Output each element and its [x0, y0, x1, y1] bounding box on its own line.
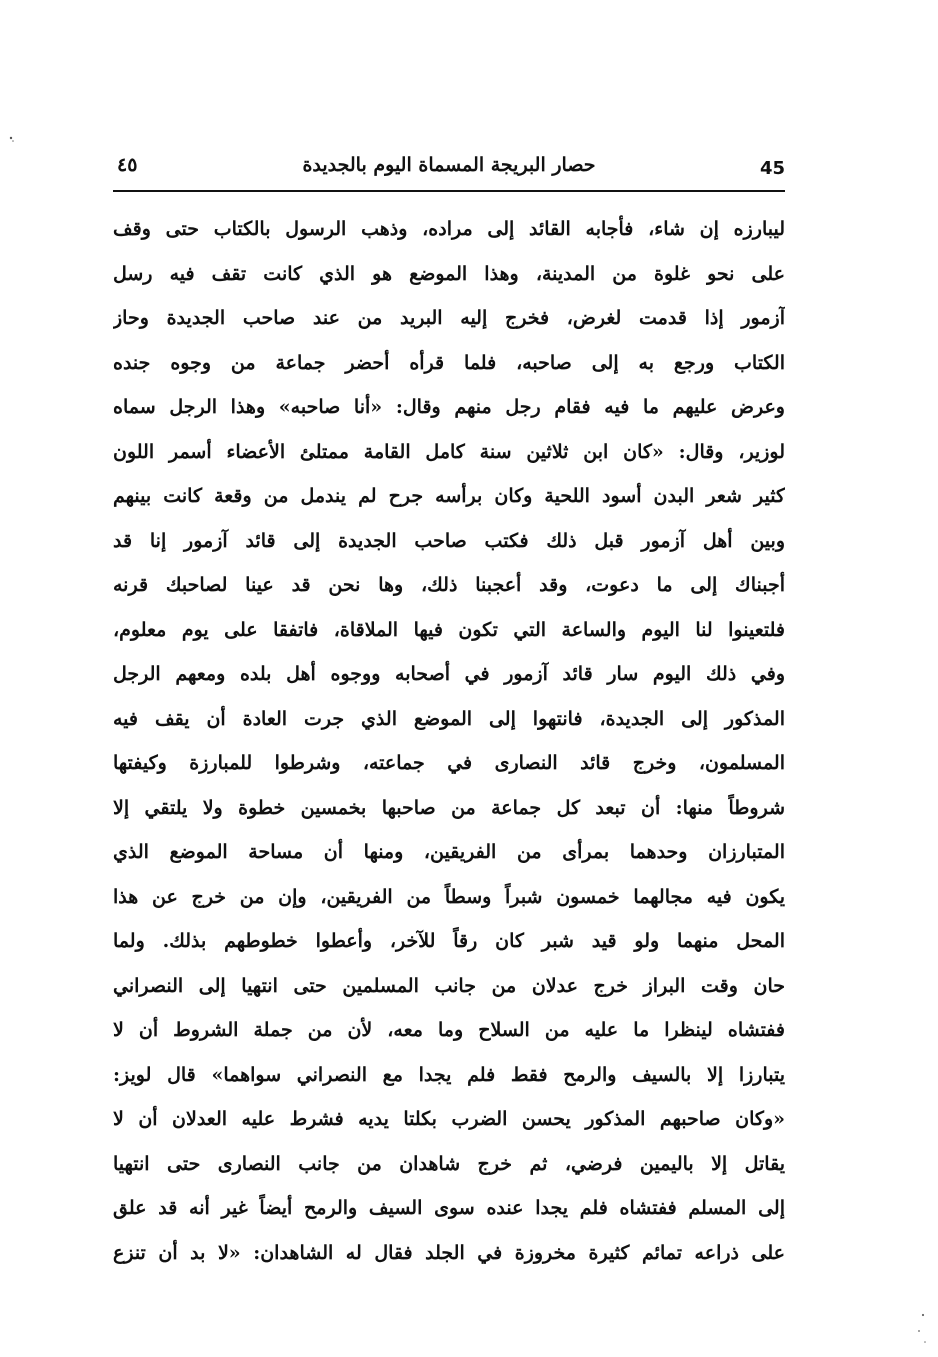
text-line: كثير شعر البدن أسود اللحية وكان برأسه جرح لم يندمل من وقعة كانت بينهم [113, 485, 785, 507]
scan-speck [10, 137, 12, 139]
text-line: لوزير، وقال: «كان ابن ثلاثين سنة كامل القامة ممتلئ الأعضاء أسمر اللون [113, 440, 785, 463]
text-line: «وكان صاحبهم المذكور يحسن الضرب بكلتا يديه فشرط عليه العدلان أن لا [113, 1108, 785, 1130]
text-line: على ذراعه تمائم كثيرة مخروزة في الجلد فقال له الشاهدان: «لا بد أن تنزع [113, 1241, 785, 1264]
text-line: يتبارزا إلا بالسيف والرمح فقط فلم يجدا مع النصراني سواهما» قال لويز: [113, 1063, 785, 1086]
text-line: وبين أهل آزمور قبل ذلك فكتب صاحب الجديدة إلى قائد آزمور إنا قد [113, 529, 785, 552]
text-line: المذكور إلى الجديدة، فانتهوا إلى الموضع الذي جرت العادة أن يقف فيه [113, 707, 785, 730]
scan-speck [924, 1341, 926, 1343]
text-line: أجبناك إلى ما دعوت، وقد أعجبنا ذلك، وها نحن قد عينا لصاحبك قرنه [113, 574, 785, 596]
running-header [113, 150, 785, 192]
text-line: وفي ذلك اليوم سار قائد آزمور في أصحابه ووجوه أهل بلده ومعهم الرجل [113, 663, 785, 685]
scan-speck [12, 140, 14, 142]
text-line: المحل منهما ولو قيد شبر كان رقاً للآخر، وأعطوا خطوطهم بذلك. ولما [113, 930, 785, 952]
text-line: شروطاً منها: أن تبعد كل جماعة من صاحبها بخمسين خطوة ولا يلتقي إلا [113, 796, 785, 819]
text-line: المسلمون، وخرج قائد النصارى في جماعته، وشرطوا للمبارزة وكيفتها [113, 752, 785, 774]
scan-speck [922, 1314, 924, 1316]
text-line: وعرض عليهم ما فيه فقام رجل منهم وقال: «أنا صاحبه» وهذا الرجل سماه [113, 396, 785, 418]
text-line: حان وقت البراز خرج عدلان من جانب المسلمين حتى انتهيا إلى النصراني [113, 974, 785, 997]
text-line: إلى المسلم ففتشاه فلم يجدا عنده سوى السيف والرمح أيضاً غير أنه قد علق [113, 1197, 785, 1219]
text-line: يكون فيه مجالهما خمسون شبراً وسطاً من الفريقين، وإن من خرج عن هذا [113, 885, 785, 908]
body-text [113, 207, 785, 1275]
page-number-latin: 45 [759, 158, 785, 179]
text-line: على نحو غلوة من المدينة، وهذا الموضع هو الذي كانت تقف فيه رسل [113, 262, 785, 285]
text-line: ففتشاه لينظرا ما عليه من السلاح وما معه، لأن من جملة الشروط أن لا [113, 1019, 785, 1041]
text-line: فلتعينوا لنا اليوم والساعة التي تكون فيها الملاقاة، فاتفقا على يوم معلوم، [113, 618, 785, 641]
running-title: حصار البريجة المسماة اليوم بالجديدة [302, 154, 596, 176]
text-line: الكتاب ورجع به إلى صاحبه، فلما قرأه أحضر جماعة من وجوه جنده [113, 351, 785, 374]
text-line: المتبارزان وحدهما بمرأى من الفريقين، ومنها أن مساحة الموضع الذي [113, 841, 785, 863]
scan-speck [918, 1330, 920, 1332]
page-number-arabic: ٤٥ [117, 154, 138, 176]
text-line: آزمور إذا قدمت لغرض، فخرج إليه البريد من عند صاحب الجديدة وحاز [113, 307, 785, 329]
text-line: يقاتل إلا باليمين فرضي، ثم خرج شاهدان من جانب النصارى حتى انتهيا [113, 1152, 785, 1175]
text-line: ليبارزه إن شاء، فأجابه القائد إلى مراده، وذهب الرسول بالكتاب حتى وقف [113, 218, 785, 240]
